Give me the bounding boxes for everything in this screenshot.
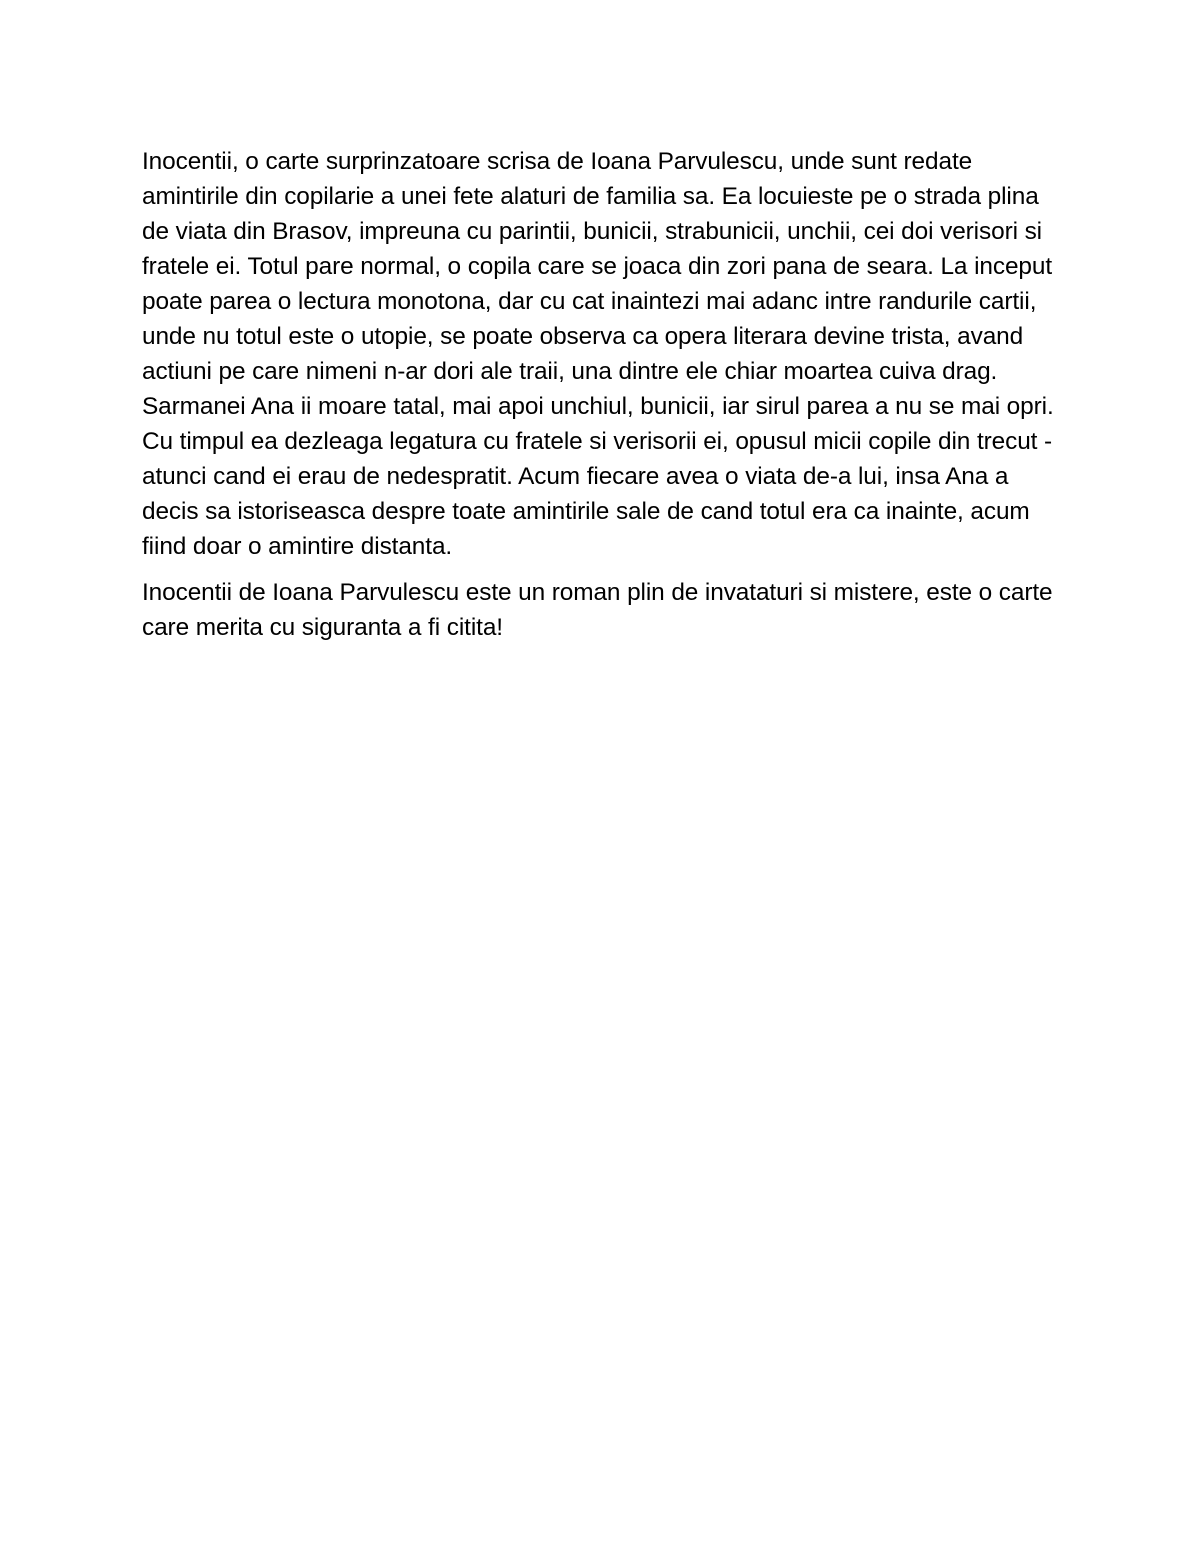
paragraph-1: Inocentii, o carte surprinzatoare scrisa de Ioana Parvulescu, unde sunt redate amintirile din copilarie a unei fete alaturi de familia sa. Ea locuieste pe o strada plina de viata din Brasov, impreuna cu parintii, bunicii, strabunicii, unchii, cei doi verisori si fratele ei. Totul pare normal, o copila care se joaca din zori pana de seara. La inceput poate parea o lectura monotona, dar cu cat inaintezi mai adanc intre randurile cartii, unde nu totul este o utopie, se poate observa ca opera literara devine trista, avand actiuni pe care nimeni n-ar dori ale traii, una dintre ele chiar moartea cuiva drag. Sarmanei Ana ii moare tatal, mai apoi unchiul, bunicii, iar sirul parea a nu se mai opri. Cu timpul ea dezleaga legatura cu fratele si verisorii ei, opusul micii copile din trecut - atunci cand ei erau de nedespratit. Acum fiecare avea o viata de-a lui, insa Ana a decis sa istoriseasca despre toate amintirile sale de cand totul era ca inainte, acum fiind doar o amintire distanta. <box>142 148 1054 560</box>
document-body <box>142 144 1062 656</box>
paragraph-2: Inocentii de Ioana Parvulescu este un roman plin de invataturi si mistere, este o carte care merita cu siguranta a fi citita! <box>142 579 1053 641</box>
